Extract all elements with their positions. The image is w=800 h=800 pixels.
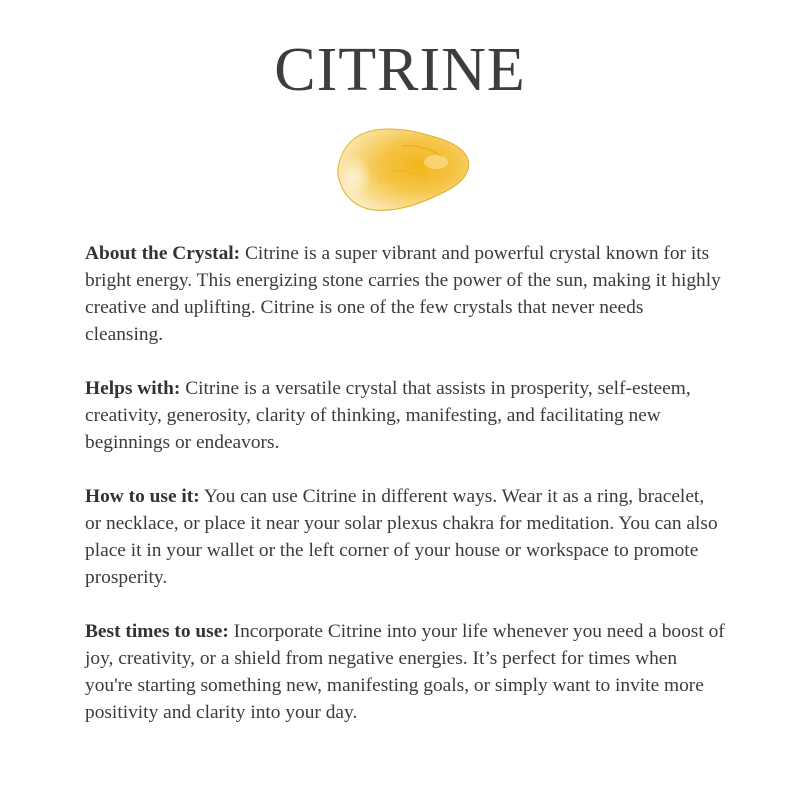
section-label: About the Crystal: <box>85 243 241 264</box>
section-about <box>85 240 725 348</box>
page-title: CITRINE <box>274 36 526 104</box>
section-helps-with <box>85 375 725 456</box>
section-how-to-use <box>85 483 725 591</box>
section-label: How to use it: <box>85 486 200 507</box>
section-text: Citrine is a versatile crystal that assists in prosperity, self-esteem, creativity, generosity, clarity of thinking, manifesting, and facilitating new beginnings or endeavors. <box>85 378 691 453</box>
citrine-crystal-icon <box>332 124 472 216</box>
section-label: Best times to use: <box>85 621 229 642</box>
crystal-info <box>85 240 725 753</box>
section-label: Helps with: <box>85 378 181 399</box>
section-text: Citrine is a super vibrant and powerful crystal known for its bright energy. This energizing stone carries the power of the sun, making it highly creative and uplifting. Citrine is one of the few crystals that never needs cleansing. <box>85 243 721 345</box>
section-text: You can use Citrine in different ways. Wear it as a ring, bracelet, or necklace, or place it near your solar plexus chakra for meditation. You can also place it in your wallet or the left corner of your house or workspace to promote prosperity. <box>85 486 718 588</box>
section-best-times <box>85 618 725 726</box>
section-text: Incorporate Citrine into your life whenever you need a boost of joy, creativity, or a shield from negative energies. It’s perfect for times when you're starting something new, manifesting goals, or simply want to invite more positivity and clarity into your day. <box>85 621 725 723</box>
